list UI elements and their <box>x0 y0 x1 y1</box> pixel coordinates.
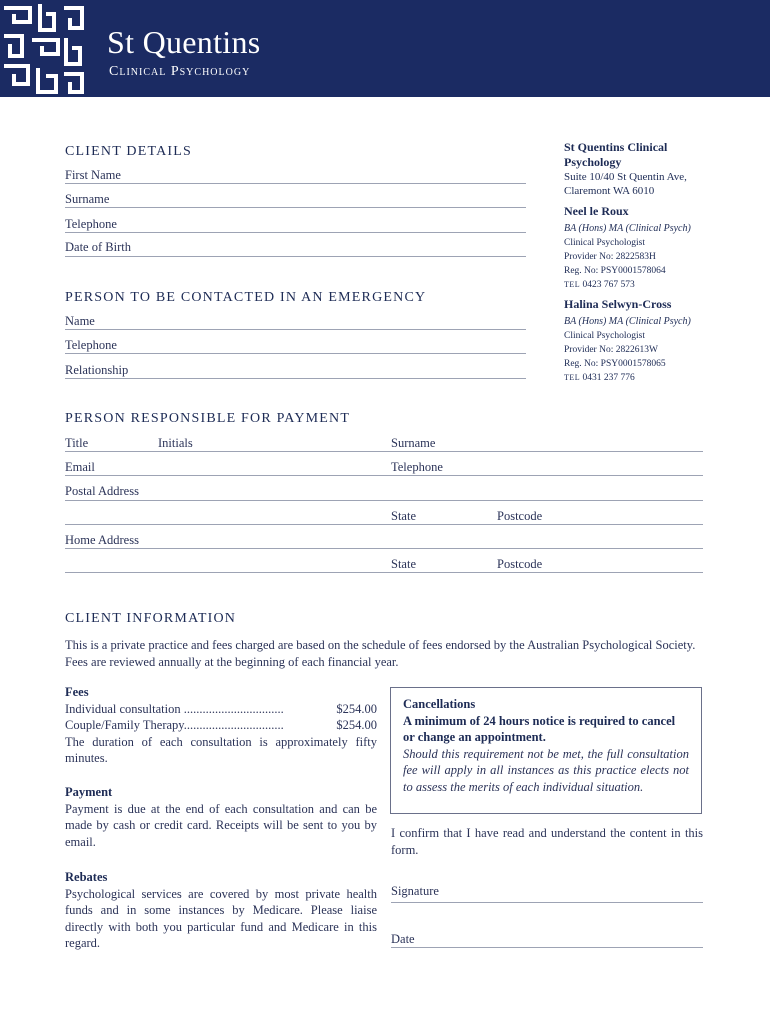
date-label: Date <box>391 932 415 946</box>
fee-couple-value: $254.00 <box>336 718 377 732</box>
fees-section <box>65 684 377 767</box>
cancellations-italic-text: Should this requirement not be met, the full consultation fee will apply in all instances as this practice elects not to assess the merits of each individual situation. <box>403 746 689 794</box>
fee-individual-value: $254.00 <box>336 701 377 716</box>
psychologist-telephone: 0423 767 573 <box>582 280 635 290</box>
cancellations-box <box>390 687 702 814</box>
emergency-relationship-label: Relationship <box>65 363 129 377</box>
title-label: Title <box>65 436 89 450</box>
postal-address-field[interactable] <box>65 500 703 501</box>
postal-state-label: State <box>391 509 416 523</box>
date-of-birth-label: Date of Birth <box>65 240 131 254</box>
initials-label: Initials <box>158 436 193 450</box>
psychologist-name: Halina Selwyn-Cross <box>564 297 672 311</box>
date-of-birth-field[interactable] <box>65 256 526 257</box>
signature-field[interactable] <box>391 902 703 903</box>
payer-surname-label: Surname <box>391 436 436 450</box>
payer-email-field[interactable] <box>65 475 703 476</box>
practice-name-line1: St Quentins Clinical <box>564 140 668 154</box>
telephone-field[interactable] <box>65 232 526 233</box>
payment-section <box>65 784 377 850</box>
first-name-field[interactable] <box>65 183 526 184</box>
rebates-section <box>65 869 377 952</box>
duration-text: The duration of each consultation is approximately fifty minutes. <box>65 734 377 765</box>
surname-field[interactable] <box>65 207 526 208</box>
practice-details <box>564 140 734 198</box>
home-address-label: Home Address <box>65 533 139 547</box>
telephone-label: Telephone <box>65 217 117 231</box>
client-details-title: CLIENT DETAILS <box>65 144 193 159</box>
tel-label: TEL <box>564 280 581 289</box>
emergency-telephone-field[interactable] <box>65 353 526 354</box>
psychologist-name: Neel le Roux <box>564 204 629 218</box>
psychologist-qualifications: BA (Hons) MA (Clinical Psych) <box>564 223 691 234</box>
home-state-field[interactable] <box>65 572 703 573</box>
first-name-label: First Name <box>65 168 121 182</box>
fee-couple-row <box>65 717 377 734</box>
rebates-heading: Rebates <box>65 870 108 884</box>
cancellations-bold-text: A minimum of 24 hours notice is required to cancel or change an appointment. <box>403 713 676 744</box>
psychologist-role: Clinical Psychologist <box>564 238 646 248</box>
greek-key-logo-icon <box>0 0 86 97</box>
fees-heading: Fees <box>65 685 89 699</box>
psychologist-role: Clinical Psychologist <box>564 331 646 341</box>
intro-paragraph: This is a private practice and fees charged are based on the schedule of fees endorsed by the Australian Psychological Society. Fees are reviewed annually at the beginning of each financial year. <box>65 638 696 669</box>
date-field[interactable] <box>391 947 703 948</box>
brand-name: St Quentins <box>107 24 261 60</box>
psychologist-card-2 <box>564 297 744 385</box>
practice-name-line2: Psychology <box>564 155 622 169</box>
psychologist-provider: Provider No: 2822613W <box>564 345 658 355</box>
payment-person-title: PERSON RESPONSIBLE FOR PAYMENT <box>65 411 351 426</box>
cancellations-heading: Cancellations <box>403 697 476 711</box>
signature-label: Signature <box>391 884 439 898</box>
logo-mark <box>0 0 86 97</box>
fee-couple-label: Couple/Family Therapy................................ <box>65 718 284 732</box>
surname-label: Surname <box>65 192 110 206</box>
payment-heading: Payment <box>65 785 113 799</box>
fee-individual-row <box>65 701 377 718</box>
home-state-label: State <box>391 557 416 571</box>
home-address-field[interactable] <box>65 548 703 549</box>
confirm-text: I confirm that I have read and understand the content in this form. <box>391 826 703 857</box>
postal-postcode-label: Postcode <box>497 509 543 523</box>
psychologist-provider: Provider No: 2822583H <box>564 252 656 262</box>
tel-label: TEL <box>564 373 581 382</box>
client-information-title: CLIENT INFORMATION <box>65 611 237 626</box>
emergency-relationship-field[interactable] <box>65 378 526 379</box>
emergency-telephone-label: Telephone <box>65 338 117 352</box>
postal-state-field[interactable] <box>65 524 703 525</box>
home-postcode-label: Postcode <box>497 557 543 571</box>
payer-telephone-label: Telephone <box>391 460 443 474</box>
psychologist-card-1 <box>564 204 744 292</box>
brand-subtitle: Clinical Psychology <box>109 64 251 79</box>
psychologist-reg: Reg. No: PSY0001578065 <box>564 359 666 369</box>
emergency-name-label: Name <box>65 314 95 328</box>
postal-address-label: Postal Address <box>65 484 139 498</box>
payment-text: Payment is due at the end of each consultation and can be made by cash or credit card. Receipts will be sent to you by email. <box>65 801 377 849</box>
practice-address-line2: Claremont WA 6010 <box>564 185 655 197</box>
rebates-text: Psychological services are covered by most private health funds and in some instances by Medicare. Please liaise directly with both you particular fund and Medicare in this regard. <box>65 886 377 950</box>
practice-address-line1: Suite 10/40 St Quentin Ave, <box>564 171 687 183</box>
email-label: Email <box>65 460 95 474</box>
psychologist-telephone: 0431 237 776 <box>582 373 635 383</box>
psychologist-qualifications: BA (Hons) MA (Clinical Psych) <box>564 316 691 327</box>
fee-individual-label: Individual consultation ................................ <box>65 701 284 716</box>
payer-name-field[interactable] <box>65 451 703 452</box>
emergency-name-field[interactable] <box>65 329 526 330</box>
psychologist-reg: Reg. No: PSY0001578064 <box>564 266 666 276</box>
emergency-contact-title: PERSON TO BE CONTACTED IN AN EMERGENCY <box>65 290 427 305</box>
